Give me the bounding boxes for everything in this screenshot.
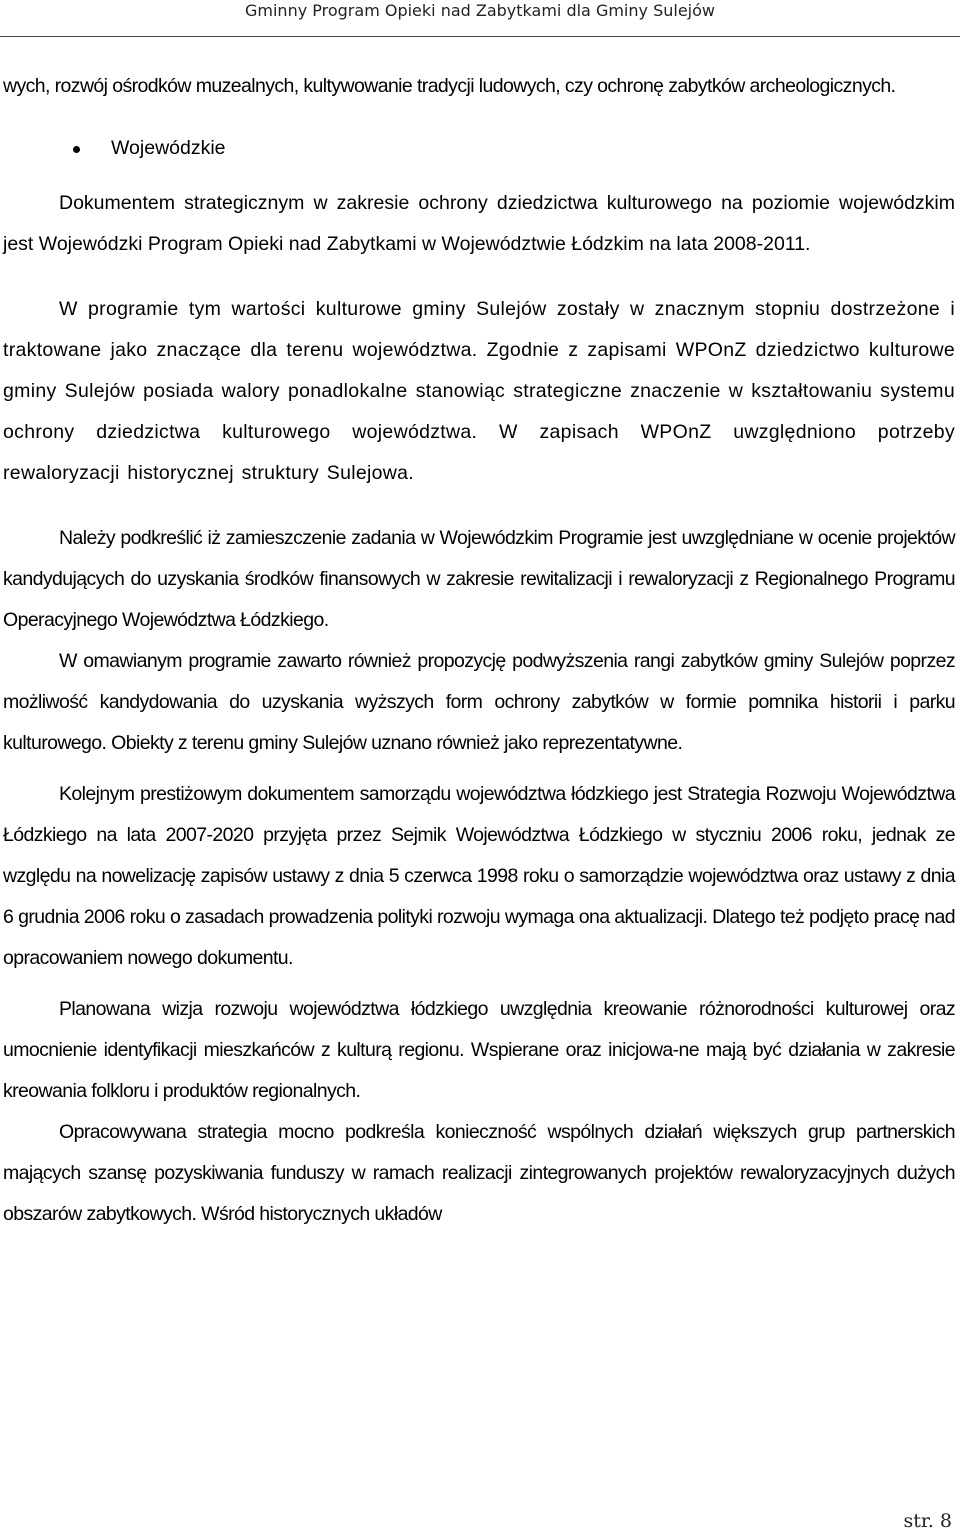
spacer: [3, 979, 955, 989]
header-title: Gminny Program Opieki nad Zabytkami dla Gminy Sulejów: [245, 1, 715, 20]
paragraph-nalezy: Należy podkreślić iż zamieszczenie zadania w Wojewódzkim Programie jest uwzględniane w ocenie projektów kandydujących do uzyskania środków finansowych w zakresie rewitalizacji i rewaloryzacji z Regionalnego Programu Operacyjnego Województwa Łódzkiego.: [3, 527, 955, 631]
paragraph-planowana: Planowana wizja rozwoju województwa łódzkiego uwzględnia kreowanie różnorodności kulturowej oraz umocnienie identyfikacji mieszkańców z kulturą regionu. Wspierane oraz inicjowa-ne mają być działania w zakresie kreowania folkloru i produktów regionalnych.: [3, 998, 955, 1102]
paragraph-program: W programie tym wartości kulturowe gminy Sulejów zostały w znacznym stopniu dostrzeżone i traktowane jako znaczące dla terenu województwa. Zgodnie z zapisami WPOnZ dziedzictwo kulturowe gminy Sulejów posiada walory ponadlokalne stanowiąc strategiczne znaczenie w kształtowaniu systemu ochrony dziedzictwa kulturowego województwa. W zapisach WPOnZ uwzględniono potrzeby rewaloryzacji historycznej struktury Sulejowa.: [3, 298, 955, 484]
spacer: [3, 107, 955, 128]
document-body: [3, 66, 955, 1235]
bullet-label: Wojewódzkie: [111, 137, 226, 159]
paragraph-omawianym: W omawianym programie zawarto również propozycję podwyższenia rangi zabytków gminy Sulejów poprzez możliwość kandydowania do uzyskania wyższych form ochrony zabytków w formie pomnika historii i parku kulturowego. Obiekty z terenu gminy Sulejów uznano również jako reprezentatywne.: [3, 650, 955, 754]
paragraph-opracowywana: Opracowywana strategia mocno podkreśla konieczność wspólnych działań większych grup partnerskich mających szansę pozyskiwania funduszy w ramach realizacji zintegrowanych projektów rewaloryzacyjnych dużych obszarów zabytkowych. Wśród historycznych układów: [3, 1121, 955, 1225]
bullet-item-wojewodzkie: [3, 128, 955, 169]
spacer: [3, 494, 955, 518]
page-number: str. 8: [903, 1510, 952, 1532]
paragraph-kolejnym: Kolejnym prestiżowym dokumentem samorządu województwa łódzkiego jest Strategia Rozwoju Województwa Łódzkiego na lata 2007-2020 przyjęta przez Sejmik Województwa Łódzkiego w styczniu 2006 roku, jednak ze względu na nowelizację zapisów ustawy z dnia 5 czerwca 1998 roku o samorządzie województwa oraz ustawy z dnia 6 grudnia 2006 roku o zasadach prowadzenia polityki rozwoju wymaga ona aktualizacji. Dlatego też podjęto pracę nad opracowaniem nowego dokumentu.: [3, 783, 955, 969]
paragraph-wojewodzkie: Dokumentem strategicznym w zakresie ochrony dziedzictwa kulturowego na poziomie wojewódzkim jest Wojewódzki Program Opieki nad Zabytkami w Województwie Łódzkim na lata 2008-2011.: [3, 192, 955, 255]
spacer: [3, 265, 955, 289]
paragraph-intro: wych, rozwój ośrodków muzealnych, kultywowanie tradycji ludowych, czy ochronę zabytków archeologicznych.: [3, 75, 896, 97]
page-header: [0, 0, 960, 37]
spacer: [3, 764, 955, 774]
spacer: [3, 169, 955, 183]
header-divider: [0, 36, 960, 37]
bullet-icon: [73, 146, 80, 153]
